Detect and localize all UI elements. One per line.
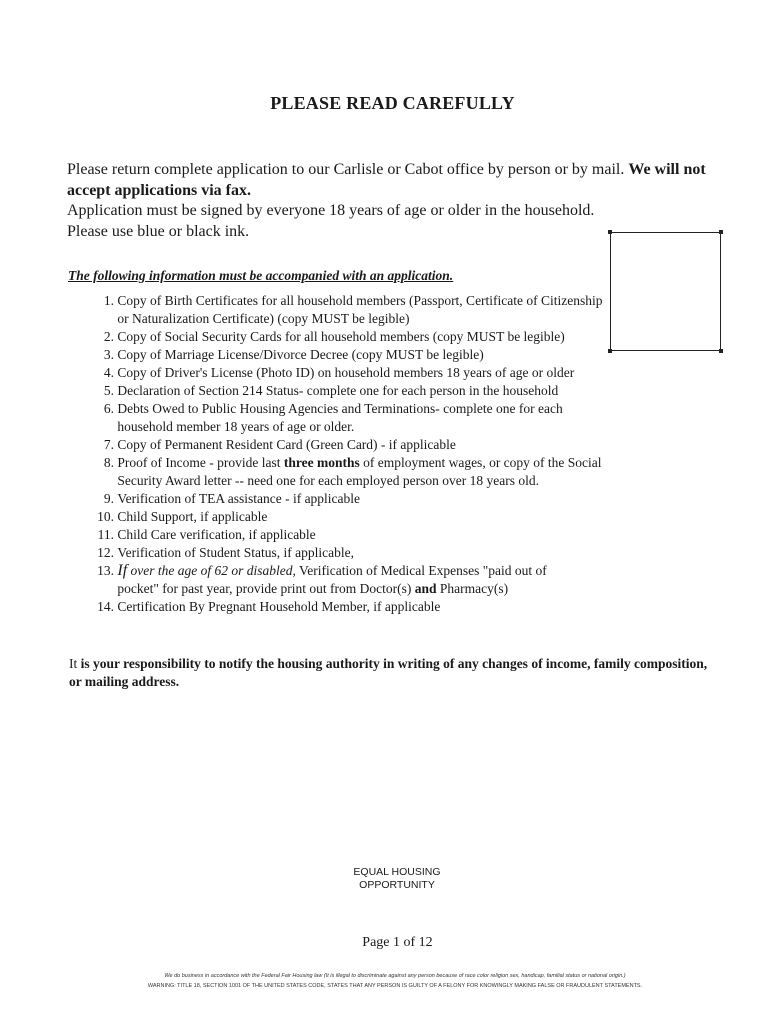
list-item <box>82 454 682 490</box>
page-title: PLEASE READ CAREFULLY <box>270 93 515 113</box>
page-number: Page 1 of 12 <box>362 935 433 950</box>
responsibility-text: is your responsibility to notify the housing authority in writing of any changes of income, family composition, or mailing address. <box>69 656 708 689</box>
item-text-line1: Copy of Social Security Cards for all household members (copy MUST be legible) <box>117 329 565 344</box>
list-item <box>82 544 682 562</box>
equal-housing-line2: OPPORTUNITY <box>359 879 435 891</box>
item-number: 9. <box>103 491 114 506</box>
equal-housing-line1: EQUAL HOUSING <box>353 866 441 878</box>
intro-paragraph <box>67 160 727 242</box>
item-text-line2-post: Pharmacy(s) <box>436 581 509 596</box>
item-number: 4. <box>103 365 114 380</box>
item-text-bold: three months <box>283 455 360 470</box>
equal-housing-logo <box>322 866 472 892</box>
item-number: 12. <box>97 545 114 560</box>
intro-no-fax-text: We will not accept applications via fax. <box>67 161 706 199</box>
item-text <box>114 436 456 454</box>
list-item <box>82 400 682 436</box>
item-text-post: , Verification of Medical Expenses "paid out of <box>292 563 547 578</box>
item-text <box>114 544 354 562</box>
fair-housing-footer: We do business in accordance with the Federal Fair Housing law (It is illegal to discriminate against any person because of race color religion sex, handicap, familial status or national origin.) <box>164 973 626 979</box>
item-number: 6. <box>103 401 114 416</box>
item-text <box>114 508 267 526</box>
item-text <box>114 328 565 346</box>
list-item <box>82 526 682 544</box>
item-number: 13. <box>97 563 114 578</box>
item-text-line1: Child Care verification, if applicable <box>117 527 316 542</box>
item-text-line1: Child Support, if applicable <box>117 509 268 524</box>
item-text <box>114 292 603 328</box>
item-text-italic: over the age of 62 or disabled <box>127 563 293 578</box>
item-number: 1. <box>103 293 114 308</box>
item-text-line1: Verification of TEA assistance - if applicable <box>117 491 361 506</box>
list-item <box>82 364 682 382</box>
warning-footer: WARNING: TITLE 18, SECTION 1001 OF THE UNITED STATES CODE, STATES THAT ANY PERSON IS GUILTY OF A FELONY FOR KNOWINGLY MAKING FALSE OR FRAUDULENT STATEMENTS. <box>147 983 643 989</box>
intro-return-text: Please return complete application to our Carlisle or Cabot office by person or by mail. <box>67 161 625 178</box>
item-text-line1: Debts Owed to Public Housing Agencies and Terminations- complete one for each <box>117 401 563 416</box>
stamp-corner-mark <box>608 230 612 234</box>
stamp-corner-mark <box>719 230 723 234</box>
item-text <box>114 526 316 544</box>
item-text <box>114 490 360 508</box>
list-item <box>82 490 682 508</box>
item-text-line1: Copy of Birth Certificates for all household members (Passport, Certificate of Citizenship <box>117 293 603 308</box>
responsibility-notice <box>69 655 719 691</box>
list-item <box>82 508 682 526</box>
item-text-line2: household member 18 years of age or older. <box>117 419 355 434</box>
item-text-line1: Declaration of Section 214 Status- complete one for each person in the household <box>117 383 559 398</box>
intro-line-1 <box>67 160 727 201</box>
item-text-line2: or Naturalization Certificate) (copy MUST be legible) <box>117 311 410 326</box>
item-text-bold: and <box>414 581 437 596</box>
item-number: 3. <box>103 347 114 362</box>
list-item <box>82 562 682 598</box>
item-number: 11. <box>97 527 114 542</box>
item-text <box>114 382 558 400</box>
list-item <box>82 328 682 346</box>
requirements-list <box>82 292 682 616</box>
item-number: 5. <box>103 383 114 398</box>
item-number: 10. <box>97 509 114 524</box>
item-text <box>114 364 574 382</box>
item-number: 2. <box>103 329 114 344</box>
list-heading: The following information must be accompanied with an application. <box>68 268 454 283</box>
item-number: 8. <box>103 455 114 470</box>
item-text-line2: pocket" for past year, provide print out from Doctor(s) <box>117 581 415 596</box>
item-text <box>114 598 440 616</box>
item-text-post: of employment wages, or copy of the Social <box>359 455 602 470</box>
intro-line-2: Application must be signed by everyone 18 years of age or older in the household. <box>67 202 595 219</box>
stamp-corner-mark <box>719 349 723 353</box>
item-text-line1: Copy of Driver's License (Photo ID) on household members 18 years of age or older <box>117 365 575 380</box>
item-text-pre: Proof of Income - provide last <box>117 455 284 470</box>
item-text <box>114 346 484 364</box>
item-text-line1: Copy of Permanent Resident Card (Green Card) - if applicable <box>117 437 456 452</box>
item-number: 14. <box>97 599 114 614</box>
item-text-line2: Security Award letter -- need one for each employed person over 18 years old. <box>117 473 539 488</box>
list-item <box>82 598 682 616</box>
list-item <box>82 346 682 364</box>
item-text-line1: Verification of Student Status, if applicable, <box>117 545 354 560</box>
responsibility-lead: It <box>69 656 78 671</box>
item-text-line1: Copy of Marriage License/Divorce Decree (copy MUST be legible) <box>117 347 484 362</box>
item-text <box>114 454 602 490</box>
list-item <box>82 292 682 328</box>
item-text <box>114 400 563 436</box>
list-item <box>82 436 682 454</box>
item-number: 7. <box>103 437 114 452</box>
list-item <box>82 382 682 400</box>
intro-line-3: Please use blue or black ink. <box>67 222 250 240</box>
item-text <box>114 562 547 598</box>
item-text-if: If <box>117 562 128 579</box>
item-text-line1: Certification By Pregnant Household Member, if applicable <box>117 599 441 614</box>
